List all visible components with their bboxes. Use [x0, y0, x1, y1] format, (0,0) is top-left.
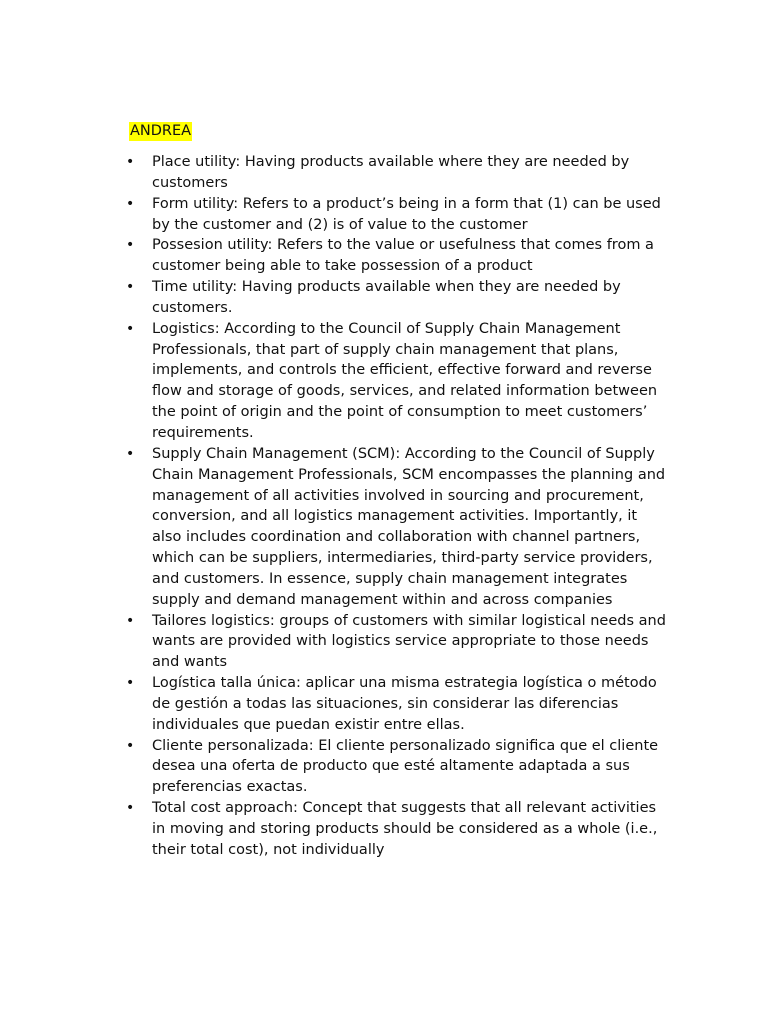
list-item-text: Total cost approach: Concept that suggests that all relevant activities in moving and storing products should be considered as a whole (i.e., their total cost), not individually	[152, 800, 658, 858]
list-item-time-utility	[126, 277, 666, 319]
bullet-icon: •	[126, 195, 135, 212]
list-item-text: Logística talla única: aplicar una misma estrategia logística o método de gestión a todas las situaciones, sin considerar las diferencias individuales que puedan existir entre ellas.	[152, 675, 657, 733]
list-item-place-utility	[126, 152, 666, 194]
bullet-icon: •	[126, 445, 135, 462]
list-item-tailored-logistics	[126, 611, 666, 674]
list-item-possession-utility	[126, 235, 666, 277]
document-heading	[129, 122, 192, 140]
bullet-icon: •	[126, 800, 135, 817]
list-item-supply-chain-management	[126, 444, 666, 611]
bullet-icon: •	[126, 154, 135, 170]
bullet-icon: •	[126, 237, 135, 254]
definitions-list	[126, 152, 666, 861]
list-item-text: Cliente personalizada: El cliente personalizado significa que el cliente desea una oferta de producto que esté altamente adaptada a sus preferencias exactas.	[152, 737, 659, 796]
list-item-text: Form utility: Refers to a product’s being in a form that (1) can be used by the customer and (2) is of value to the customer	[152, 195, 661, 233]
list-item-total-cost-approach	[126, 798, 666, 861]
bullet-icon: •	[126, 279, 135, 296]
list-item-text: Logistics: According to the Council of Supply Chain Management Professionals, that part of supply chain management that plans, implements, and controls the efficient, effective forward and reverse flow and storage of goods, services, and related information between the point of origin and the point of consumption to meet customers’ requirements.	[152, 320, 658, 441]
list-item-text: Place utility: Having products available where they are needed by customers	[152, 154, 630, 191]
list-item-form-utility	[126, 194, 666, 236]
list-item-text: Time utility: Having products available when they are needed by customers.	[152, 279, 621, 316]
list-item-logistics	[126, 319, 666, 444]
bullet-icon: •	[126, 675, 135, 692]
highlighted-name: ANDREA	[130, 123, 192, 139]
list-item-text: Supply Chain Management (SCM): According to the Council of Supply Chain Management Professionals, SCM encompasses the planning and management of all activities involved in sourcing and procurement, conversion, and all logistics management activities. Importantly, it also includes coordination and collaboration with channel partners, which can be suppliers, intermediaries, third-party service providers, and customers. In essence, supply chain management integrates supply and demand management within and across companies	[152, 445, 666, 608]
list-item-cliente-personalizada	[126, 736, 666, 799]
bullet-icon: •	[126, 612, 135, 629]
list-item-logistica-talla-unica	[126, 673, 666, 736]
list-item-text: Tailores logistics: groups of customers with similar logistical needs and wants are provided with logistics service appropriate to those needs and wants	[152, 612, 666, 671]
bullet-icon: •	[126, 320, 135, 337]
bullet-icon: •	[126, 737, 135, 754]
list-item-text: Possesion utility: Refers to the value or usefulness that comes from a customer being able to take possession of a product	[152, 237, 654, 275]
